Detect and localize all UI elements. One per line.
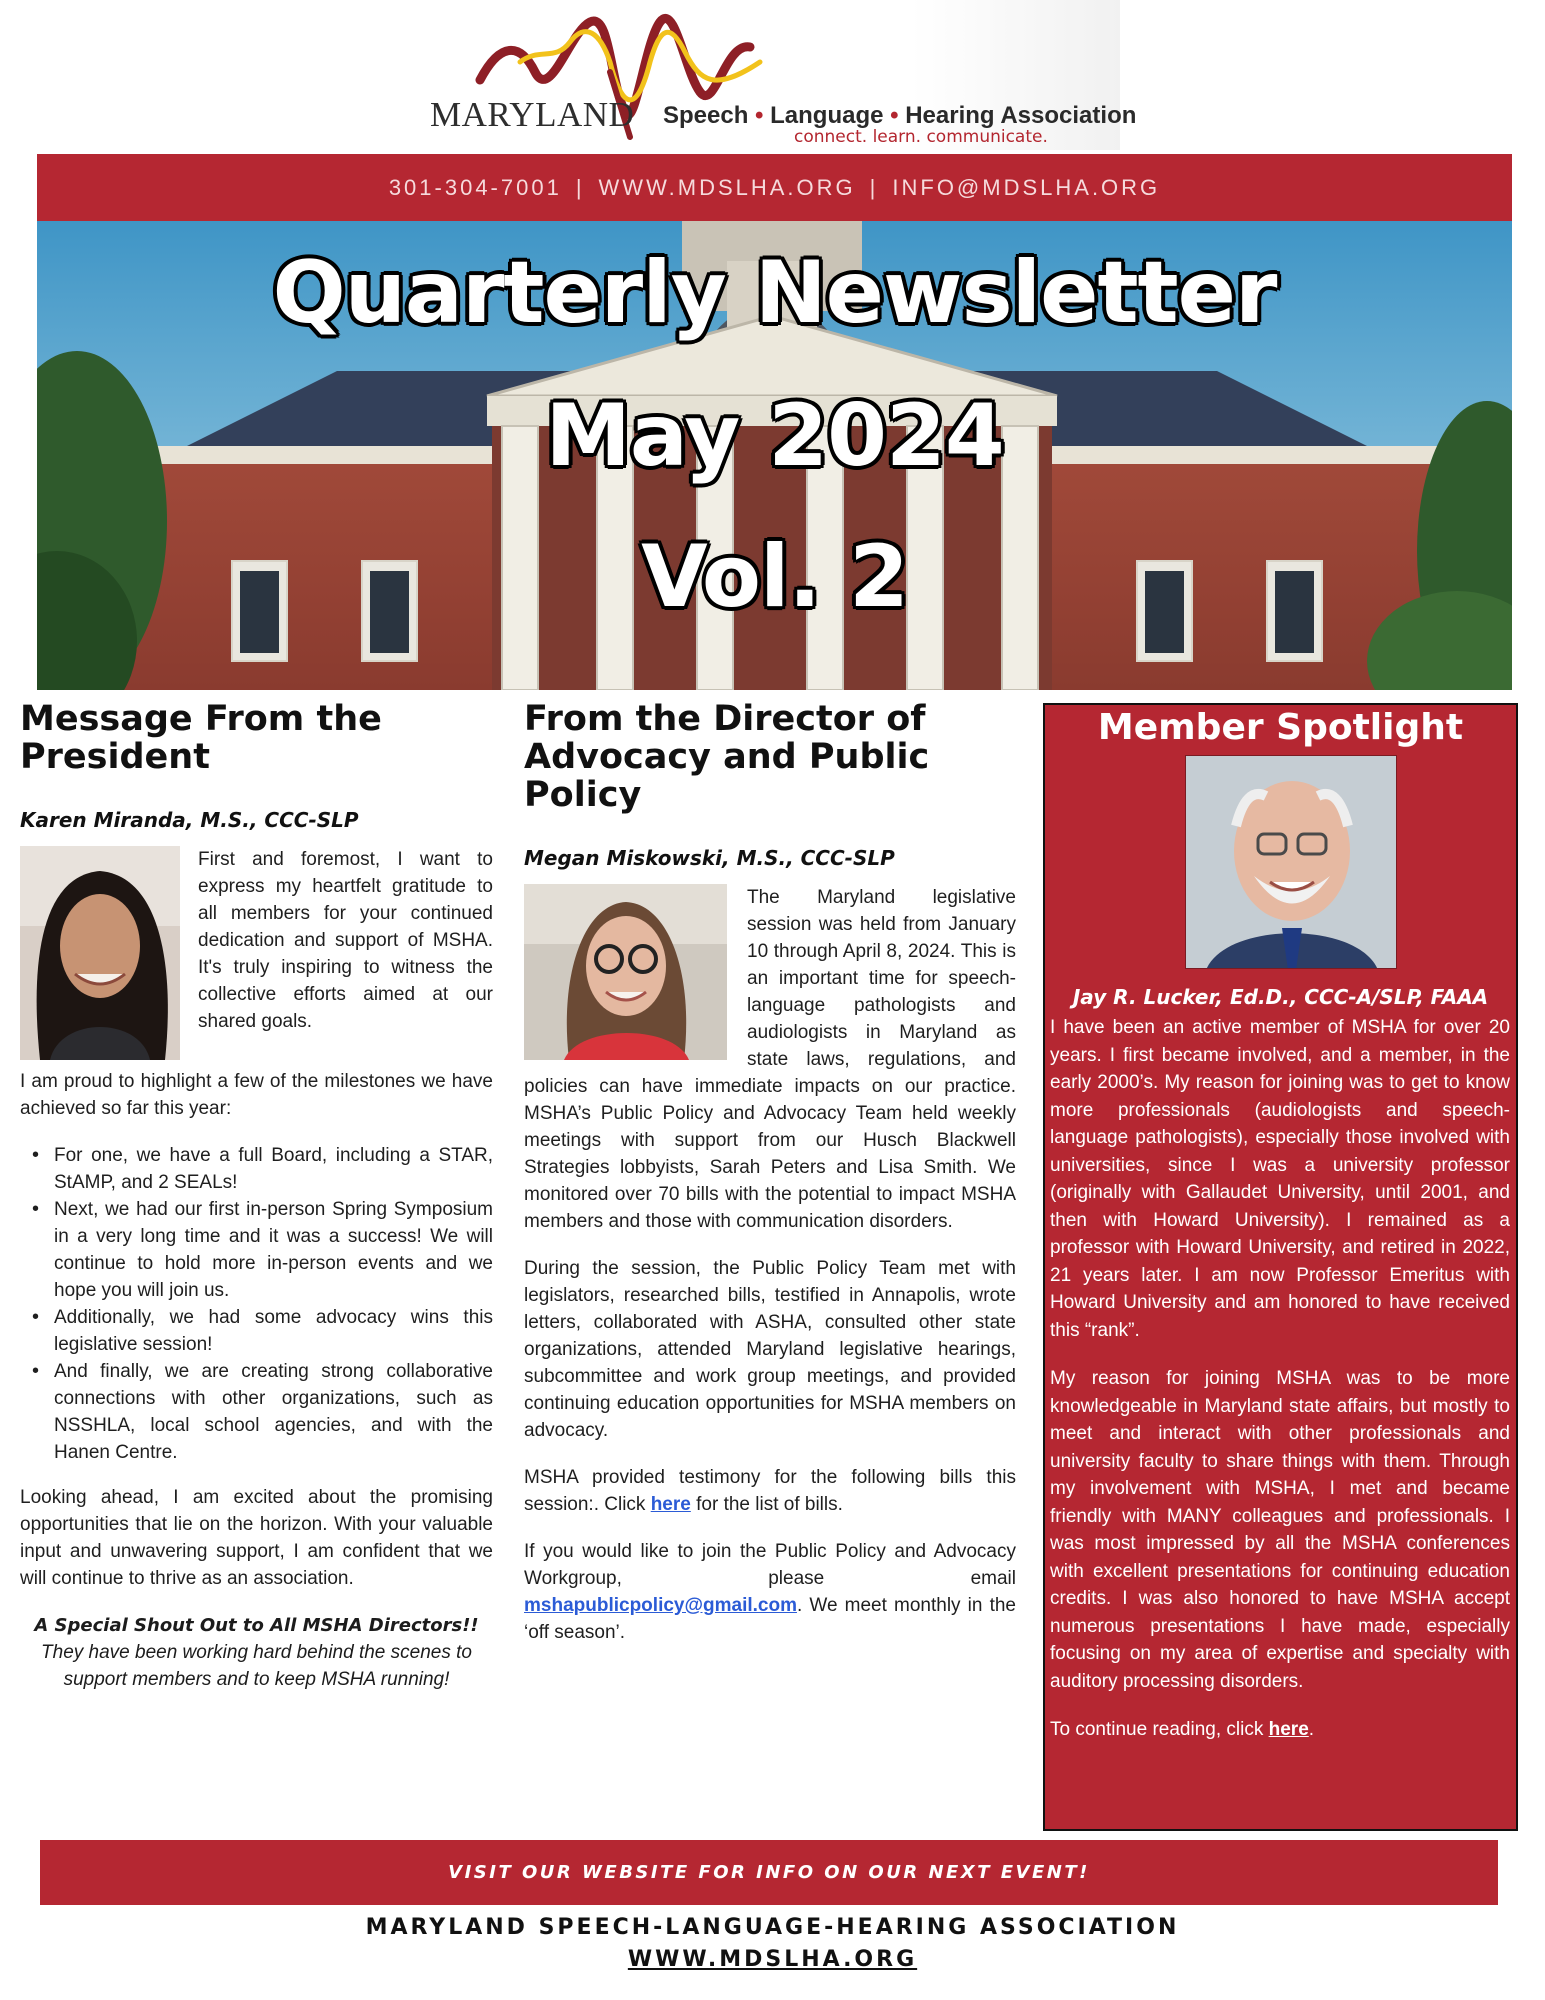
- footer-org-name: MARYLAND SPEECH-LANGUAGE-HEARING ASSOCIATION: [365, 1915, 1180, 1940]
- join-text-before: If you would like to join the Public Policy and Advocacy Workgroup, please email: [524, 1541, 1016, 1589]
- hero-title-line-2: May 2024: [545, 386, 1004, 486]
- shout-out-text: They have been working hard behind the scenes to support members and to keep MSHA running!: [41, 1642, 472, 1690]
- contact-separator-1: |: [575, 174, 585, 200]
- continue-text-after: .: [1308, 1719, 1315, 1740]
- spotlight-paragraph-2: My reason for joining MSHA was to be more knowledgeable in Maryland state affairs, but mostly to meet and interact with other professionals and university faculty to share things with them. Through my involvement with MSHA, I met and became friendly with MANY colleagues and professionals. I was most impressed by all the MSHA conferences with excellent presentations for continuing education credits. I was also honored to have MSHA accept numerous presentations I have made, especially focusing on my area of expertise and specialty with auditory processing disorders.: [1050, 1368, 1510, 1692]
- advocacy-column: [524, 700, 1016, 1666]
- spotlight-heading: Member Spotlight: [1097, 707, 1464, 748]
- logo-hearing: Hearing Association: [905, 102, 1137, 129]
- footer-website-link[interactable]: WWW.MDSLHA.ORG: [627, 1947, 918, 1972]
- president-milestones: I am proud to highlight a few of the milestones we have achieved so far this year:: [20, 1071, 493, 1119]
- event-cta-bar: [40, 1840, 1498, 1905]
- list-item: • Next, we had our first in-person Spring Symposium in a very long time and it was a success! We will continue to hold more in-person events and we hope you will join us.: [20, 1196, 493, 1304]
- shout-out-title: A Special Shout Out to All MSHA Directors!!: [34, 1615, 479, 1636]
- advocacy-byline: Megan Miskowski, M.S., CCC-SLP: [524, 846, 895, 870]
- president-intro: First and foremost, I want to express my heartfelt gratitude to all members for your continued dedication and support of MSHA. It's truly inspiring to witness the collective efforts aimed at our shared goals.: [198, 849, 493, 1032]
- logo-language: Language: [770, 102, 884, 129]
- bills-text-after: for the list of bills.: [690, 1494, 843, 1515]
- advocacy-body: [524, 884, 1016, 1646]
- hero-title-line-1: Quarterly Newsletter: [272, 243, 1277, 343]
- hero-title-line-3: Vol. 2: [641, 527, 908, 627]
- event-cta-text[interactable]: VISIT OUR WEBSITE FOR INFO ON OUR NEXT EVENT!: [448, 1862, 1090, 1883]
- hero-banner: [37, 221, 1512, 690]
- president-photo: [20, 846, 180, 1060]
- president-column: [20, 700, 493, 1693]
- logo-speech: Speech: [663, 102, 749, 129]
- logo-tagline: connect. learn. communicate.: [794, 127, 1048, 147]
- advocacy-paragraph-1: The Maryland legislative session was held from January 10 through April 8, 2024. This is an important time for speech-language pathologists and audiologists in Maryland as state laws, regulations, and policies can have immediate impacts on our practice. MSHA’s Public Policy and Advocacy Team held weekly meetings with support from our Husch Blackwell Strategies lobbyists, Sarah Peters and Lisa Smith. We monitored over 70 bills with the potential to impact MSHA members and those with communication disorders.: [524, 887, 1016, 1232]
- contact-website[interactable]: WWW.MDSLHA.ORG: [598, 174, 856, 200]
- advocacy-heading: From the Director of Advocacy and Public Policy: [524, 699, 930, 815]
- spotlight-photo: [1185, 755, 1397, 969]
- contact-phone[interactable]: 301-304-7001: [388, 174, 562, 200]
- president-closing: Looking ahead, I am excited about the promising opportunities that lie on the horizon. With your valuable input and unwavering support, I am confident that we will continue to thrive as an association.: [20, 1487, 493, 1589]
- bills-text-before: MSHA provided testimony for the following bills this session:. Click: [524, 1467, 1016, 1515]
- president-byline: Karen Miranda, M.S., CCC-SLP: [20, 808, 359, 832]
- logo-dot-1: •: [755, 102, 764, 129]
- list-item: • For one, we have a full Board, including a STAR, StAMP, and 2 SEALs!: [20, 1142, 493, 1196]
- spotlight-paragraph-1: I have been an active member of MSHA for over 20 years. I first became involved, and a member, in the early 2000’s. My reason for joining was to get to know more professionals (audiologists and speech- language pathologists), especially those involved with universities, since I was a university professor (originally with Gallaudet University, until 2001, and then with Howard University). I remained as a professor with Howard University, and retired in 2022, 21 years later. I am now Professor Emeritus with Howard University and am honored to have received this “rank”.: [1050, 1017, 1510, 1341]
- list-item: • Additionally, we had some advocacy wins this legislative session!: [20, 1304, 493, 1358]
- join-text-after: . We meet monthly in the ‘off season’.: [524, 1595, 1016, 1643]
- advocacy-paragraph-4: [524, 1538, 1016, 1646]
- continue-text-before: To continue reading, click: [1050, 1719, 1269, 1740]
- continue-reading-link[interactable]: here: [1268, 1719, 1309, 1740]
- spotlight-paragraph-3: [1050, 1716, 1510, 1744]
- advocacy-paragraph-3: [524, 1464, 1016, 1518]
- bills-list-link[interactable]: here: [650, 1494, 691, 1515]
- president-body: [20, 846, 493, 1592]
- public-policy-email-link[interactable]: mshapublicpolicy@gmail.com: [524, 1595, 797, 1616]
- advocacy-director-photo: [524, 884, 727, 1060]
- contact-separator-2: |: [869, 174, 879, 200]
- president-milestone-list: [20, 1142, 493, 1466]
- spotlight-body: [1050, 1014, 1510, 1765]
- spotlight-member-name: Jay R. Lucker, Ed.D., CCC-A/SLP, FAAA: [1072, 985, 1489, 1009]
- director-portrait-icon: [524, 884, 727, 1060]
- spotlight-portrait-icon: [1186, 756, 1397, 969]
- president-portrait-icon: [20, 846, 180, 1060]
- member-spotlight-box: [1043, 703, 1518, 1831]
- contact-bar: [37, 154, 1512, 221]
- advocacy-paragraph-2: During the session, the Public Policy Team met with legislators, researched bills, testified in Annapolis, wrote letters, collaborated with ASHA, consulted other state organizations, attended Maryland legislative hearings, subcommittee and work group meetings, and provided continuing education opportunities for MSHA members on advocacy.: [524, 1258, 1016, 1441]
- logo-association-name: [663, 102, 1136, 130]
- president-heading: Message From the President: [20, 699, 382, 777]
- logo-dot-2: •: [890, 102, 899, 129]
- msha-logo: [420, 0, 1137, 150]
- list-item: • And finally, we are creating strong collaborative connections with other organizations, such as NSSHLA, local school agencies, and with the Hanen Centre.: [20, 1358, 493, 1466]
- logo-maryland-text: MARYLAND: [430, 95, 635, 134]
- contact-email[interactable]: INFO@MDSLHA.ORG: [892, 174, 1161, 200]
